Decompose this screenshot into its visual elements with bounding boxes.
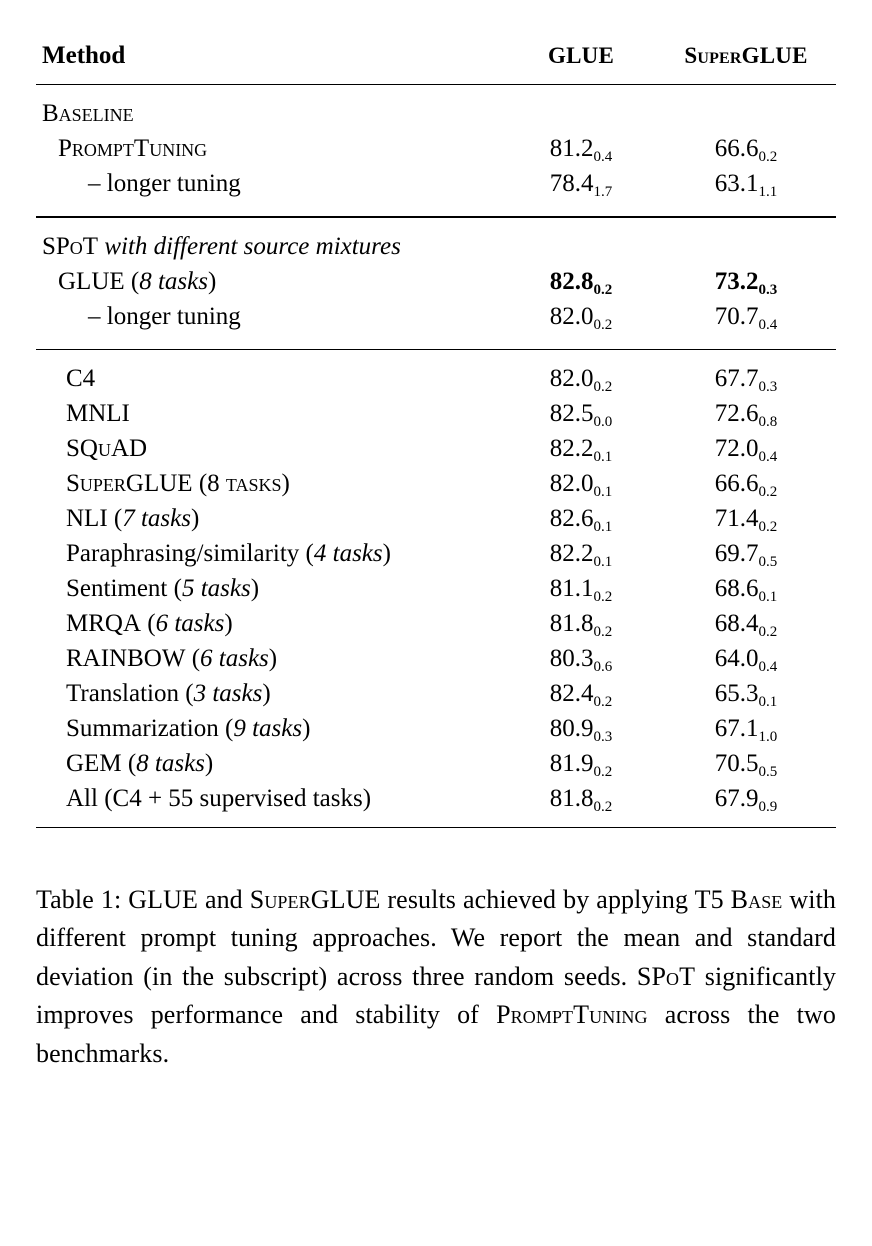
table-row xyxy=(36,746,836,781)
column-header-superglue: SuperGLUE xyxy=(684,43,808,68)
section-heading-baseline: Baseline xyxy=(42,99,134,127)
table-row xyxy=(36,501,836,536)
section-gap xyxy=(36,201,836,217)
table-row xyxy=(36,131,836,166)
table-row xyxy=(36,361,836,396)
table-row xyxy=(36,229,836,264)
row-label-sentiment: Sentiment (5 tasks) xyxy=(66,574,260,602)
row-label-longer-tuning-baseline: – longer tuning xyxy=(88,169,241,197)
table-body xyxy=(36,85,836,836)
row-label-rainbow: RAINBOW (6 tasks) xyxy=(66,644,278,672)
row-value-superglue: $71.4_{0.2}$ xyxy=(714,504,778,535)
row-value-superglue: $73.2_{0.3}$ xyxy=(714,267,778,298)
row-label-superglue-mixture: SuperGLUE (8 tasks) xyxy=(66,469,290,497)
rule-after-header xyxy=(36,85,836,97)
row-value-superglue: $69.7_{0.5}$ xyxy=(714,539,778,570)
row-value-glue: $78.4_{1.7}$ xyxy=(549,169,613,200)
row-label-nli: NLI (7 tasks) xyxy=(66,504,200,532)
table-row xyxy=(36,96,836,131)
caption-number: Table 1: xyxy=(36,885,122,914)
table-row xyxy=(36,166,836,201)
row-value-glue: $82.2_{0.1}$ xyxy=(549,539,613,570)
table-caption: Table 1: GLUE and SuperGLUE results achieved by applying T5 Base with different prompt tuning approaches. We report the mean and standard deviation (in the subscript) across three random seeds. SPoT significantly improves performance and stability of PromptTuning across the two benchmarks. xyxy=(36,885,837,1068)
row-value-superglue: $68.6_{0.1}$ xyxy=(714,574,778,605)
section-heading-spot: SPoT with different source mixtures xyxy=(42,232,401,260)
row-label-translation: Translation (3 tasks) xyxy=(66,679,271,707)
row-value-glue: $81.9_{0.2}$ xyxy=(549,749,613,780)
table-row xyxy=(36,676,836,711)
row-label-prompttuning: PromptTuning xyxy=(58,134,208,162)
row-value-glue: $82.0_{0.1}$ xyxy=(549,469,613,500)
row-value-superglue: $72.0_{0.4}$ xyxy=(714,434,778,465)
row-value-superglue: $66.6_{0.2}$ xyxy=(714,469,778,500)
row-label-c4: C4 xyxy=(66,364,96,392)
row-value-superglue: $68.4_{0.2}$ xyxy=(714,609,778,640)
table-row xyxy=(36,781,836,816)
table-row xyxy=(36,264,836,299)
row-value-superglue: $66.6_{0.2}$ xyxy=(714,134,778,165)
table-row xyxy=(36,396,836,431)
table-row xyxy=(36,711,836,746)
row-label-gem: GEM (8 tasks) xyxy=(66,749,214,777)
row-value-superglue: $64.0_{0.4}$ xyxy=(714,644,778,675)
table-header xyxy=(36,30,836,85)
row-label-squad: SQuAD xyxy=(66,434,148,462)
row-label-longer-tuning-spot: – longer tuning xyxy=(88,302,241,330)
row-value-glue: $80.9_{0.3}$ xyxy=(549,714,613,745)
row-value-superglue: $67.1_{1.0}$ xyxy=(714,714,778,745)
row-value-glue: $80.3_{0.6}$ xyxy=(549,644,613,675)
rule-before-spot xyxy=(36,217,836,229)
rule-bottom xyxy=(36,828,836,836)
row-value-glue: $82.2_{0.1}$ xyxy=(549,434,613,465)
column-header-glue: GLUE xyxy=(548,43,614,68)
row-value-superglue: $65.3_{0.1}$ xyxy=(714,679,778,710)
table-row xyxy=(36,606,836,641)
row-value-glue: $82.8_{0.2}$ xyxy=(549,267,613,298)
row-value-superglue: $70.7_{0.4}$ xyxy=(714,302,778,333)
row-value-glue: $81.1_{0.2}$ xyxy=(549,574,613,605)
table-row xyxy=(36,571,836,606)
rule-before-mixtures xyxy=(36,350,836,362)
row-value-glue: $82.0_{0.2}$ xyxy=(549,364,613,395)
column-header-method: Method xyxy=(42,42,126,69)
row-value-glue: $81.2_{0.4}$ xyxy=(549,134,613,165)
row-value-superglue: $63.1_{1.1}$ xyxy=(714,169,778,200)
row-label-all: All (C4 + 55 supervised tasks) xyxy=(66,784,372,812)
row-label-mrqa: MRQA (6 tasks) xyxy=(66,609,233,637)
row-label-summarization: Summarization (9 tasks) xyxy=(66,714,311,742)
row-value-glue: $82.5_{0.0}$ xyxy=(549,399,613,430)
table-row xyxy=(36,536,836,571)
results-table xyxy=(36,30,836,835)
row-label-mnli: MNLI xyxy=(66,399,130,427)
row-value-glue: $81.8_{0.2}$ xyxy=(549,609,613,640)
row-value-superglue: $70.5_{0.5}$ xyxy=(714,749,778,780)
row-value-glue: $82.4_{0.2}$ xyxy=(549,679,613,710)
row-value-glue: $81.8_{0.2}$ xyxy=(549,784,613,815)
bottom-gap xyxy=(36,816,836,828)
row-value-superglue: $72.6_{0.8}$ xyxy=(714,399,778,430)
table-row xyxy=(36,299,836,334)
table-row xyxy=(36,466,836,501)
table-row xyxy=(36,431,836,466)
row-value-glue: $82.0_{0.2}$ xyxy=(549,302,613,333)
row-value-superglue: $67.7_{0.3}$ xyxy=(714,364,778,395)
row-value-glue: $82.6_{0.1}$ xyxy=(549,504,613,535)
row-label-glue-mixture: GLUE (8 tasks) xyxy=(58,267,217,295)
section-gap xyxy=(36,334,836,350)
row-value-superglue: $67.9_{0.9}$ xyxy=(714,784,778,815)
row-label-paraphrasing: Paraphrasing/similarity (4 tasks) xyxy=(66,539,391,567)
table-row xyxy=(36,641,836,676)
